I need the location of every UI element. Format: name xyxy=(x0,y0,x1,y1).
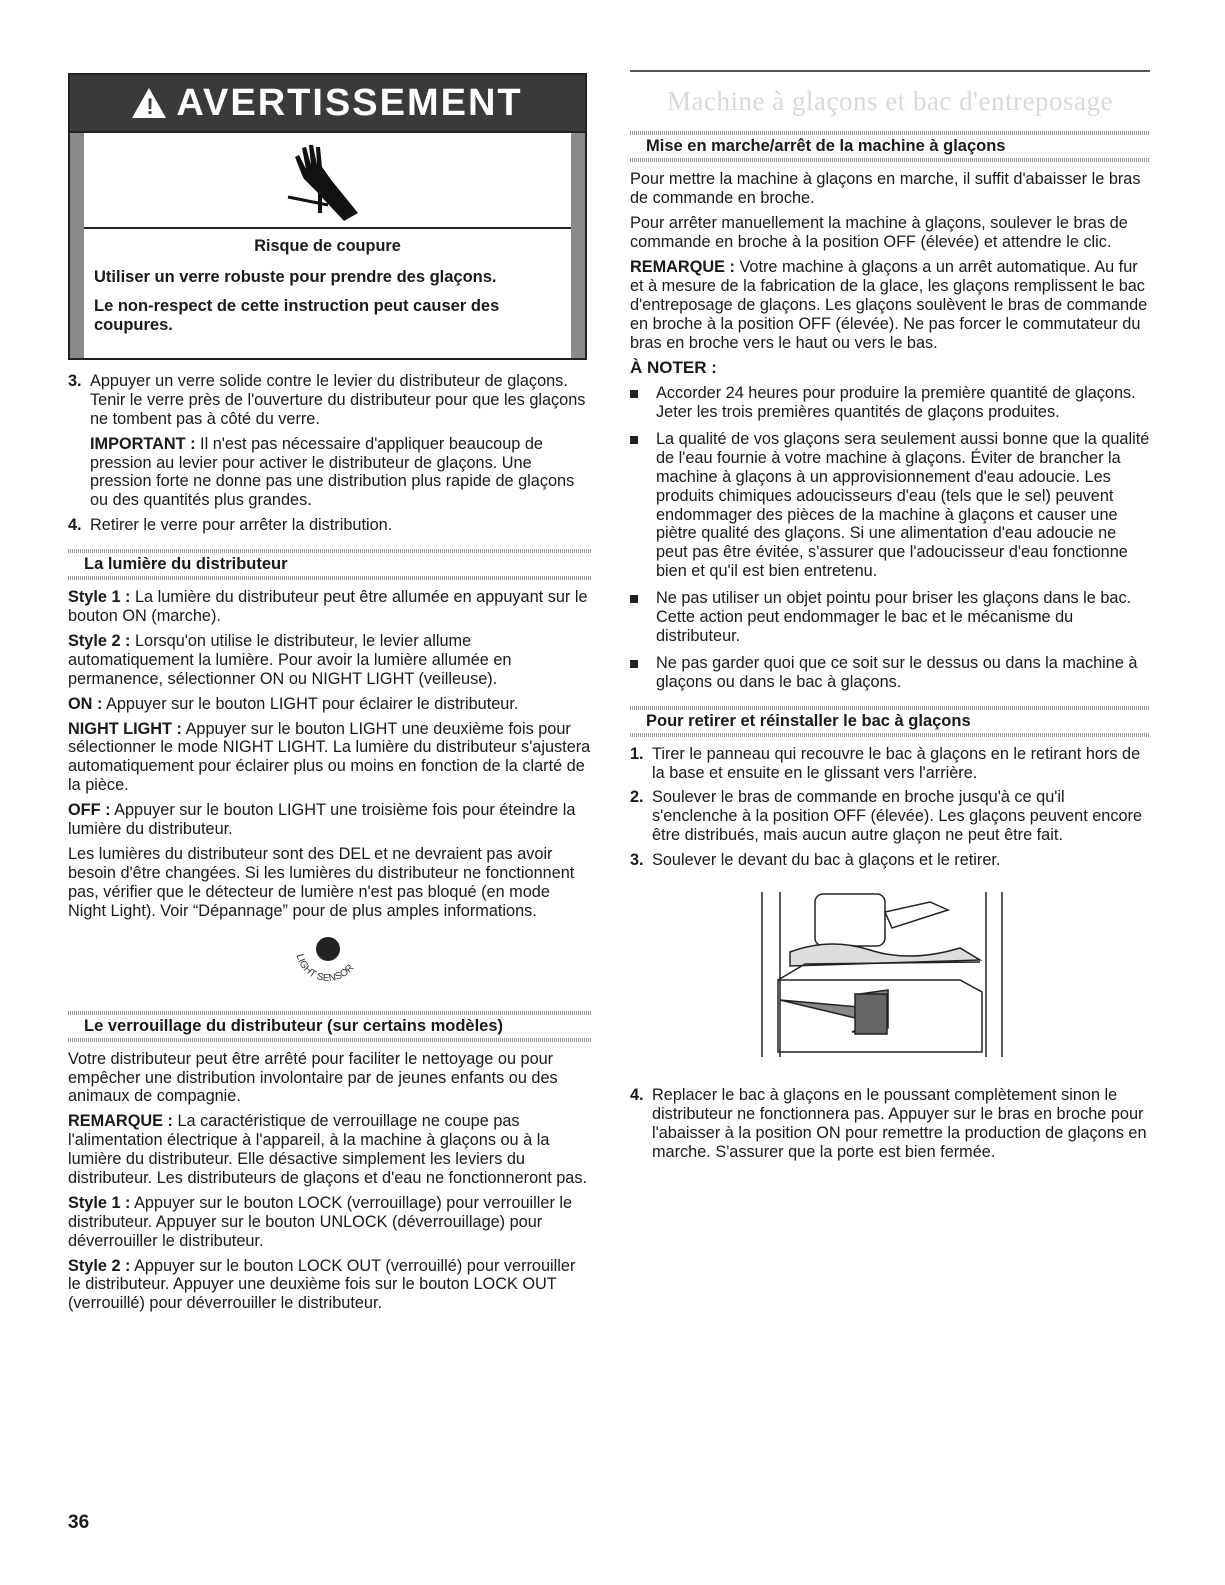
bin-step-4-number: 4. xyxy=(630,1086,644,1104)
lock-remarque-paragraph xyxy=(68,1112,592,1188)
right-remarque-paragraph xyxy=(630,258,1150,352)
on-text: Appuyer sur le bouton LIGHT pour éclairer le distributeur. xyxy=(102,694,519,713)
ice-bin-drawing xyxy=(630,882,1150,1072)
warning-box xyxy=(68,73,587,360)
night-light-label: NIGHT LIGHT : xyxy=(68,719,182,738)
bullet-text: La qualité de vos glaçons sera seulement aussi bonne que la qualité de l'eau fournie à votre machine à glaçons. Éviter de brancher la machine à glaçons à un approvisionnement d'eau adoucie. Les produits chimiques adoucisseurs d'eau (tels que le sel) peuvent endommager des pièces de la machine à glaçons et causer une piètre qualité des glaçons. Si une alimentation d'eau adoucie ne peut pas être évitée, s'assurer que l'adoucisseur d'eau fonctionne bien et qu'il est bien entretenu. xyxy=(656,429,1150,581)
step-4-text: Retirer le verre pour arrêter la distribution. xyxy=(90,516,393,535)
bin-heading: Pour retirer et réinstaller le bac à glaçons xyxy=(630,706,1150,737)
light-sensor-icon xyxy=(68,927,592,1007)
bin-step-3-text: Soulever le devant du bac à glaçons et le retirer. xyxy=(652,851,1001,870)
warning-title: AVERTISSEMENT xyxy=(176,81,523,124)
bin-step-1-number: 1. xyxy=(630,744,644,763)
lock-style1-text: Appuyer sur le bouton LOCK (verrouillage) pour verrouiller le distributeur. Appuyer sur le bouton UNLOCK (déverrouillage) pour déverrouiller le distributeur. xyxy=(68,1193,573,1250)
warning-triangle-icon: ! xyxy=(132,88,166,118)
style2-label: Style 2 : xyxy=(68,632,131,651)
cut-hand-icon xyxy=(84,133,575,227)
bin-step-2 xyxy=(630,788,1150,845)
warning-line-1: Utiliser un verre robuste pour prendre des glaçons. xyxy=(94,267,497,286)
off-text: Appuyer sur le bouton LIGHT une troisième fois pour éteindre la lumière du distributeur. xyxy=(68,801,576,839)
warning-hazard: Risque de coupure xyxy=(254,237,401,255)
section-title: Machine à glaçons et bac d'entreposage xyxy=(630,70,1150,129)
lock-style2-paragraph xyxy=(68,1257,592,1314)
lock-remarque-text: La caractéristique de verrouillage ne coupe pas l'alimentation électrique à l'appareil, à la machine à glaçons ou à la lumière du distributeur. Elle désactive simplement les leviers du distributeur. Les distributeurs de glaçons et d'eau ne fonctionneront pas. xyxy=(68,1112,588,1187)
bullet-text: Ne pas garder quoi que ce soit sur le dessus ou dans la machine à glaçons ou dans le bac à glaçons. xyxy=(656,653,1138,691)
step-4-number: 4. xyxy=(68,516,82,535)
onoff-heading: Mise en marche/arrêt de la machine à glaçons xyxy=(630,131,1150,162)
warning-line-2: Le non-respect de cette instruction peut causer des coupures. xyxy=(94,297,500,335)
lock-style2-label: Style 2 : xyxy=(68,1256,131,1275)
bullet-square-icon xyxy=(630,589,656,646)
noter-heading: À NOTER : xyxy=(630,358,717,378)
step-3-number: 3. xyxy=(68,372,82,390)
on-label: ON : xyxy=(68,694,103,713)
bullet-item xyxy=(630,430,1150,581)
ice-bin-illustration xyxy=(630,882,1150,1072)
style1-label: Style 1 : xyxy=(68,588,131,607)
bullet-item xyxy=(630,384,1150,422)
right-remarque-label: REMARQUE : xyxy=(630,258,735,276)
light-sensor-illustration xyxy=(68,927,592,1007)
important-note xyxy=(68,435,592,511)
lock-remarque-label: REMARQUE : xyxy=(68,1112,173,1131)
onoff-paragraph-1: Pour mettre la machine à glaçons en marche, il suffit d'abaisser le bras de commande en broche. xyxy=(630,170,1141,208)
cut-hazard-illustration xyxy=(84,133,571,229)
lock-style1-paragraph xyxy=(68,1194,592,1251)
off-paragraph xyxy=(68,801,592,839)
bin-step-2-text: Soulever le bras de commande en broche jusqu'à ce qu'il s'enclenche à la position OFF (élevée). Les glaçons peuvent encore être distribués, mais aucun autre glaçon ne peut être fait. xyxy=(652,788,1143,845)
bin-step-3 xyxy=(630,851,1150,870)
lock-heading: Le verrouillage du distributeur (sur certains modèles) xyxy=(68,1011,592,1042)
lock-style1-label: Style 1 : xyxy=(68,1193,131,1212)
sensor-label: LIGHT SENSOR xyxy=(293,952,357,984)
bullet-square-icon xyxy=(630,430,656,581)
page-number: 36 xyxy=(68,1512,90,1533)
leds-paragraph: Les lumières du distributeur sont des DEL et ne devraient pas avoir besoin d'être changées. Si les lumières du distributeur ne fonctionnent pas, vérifier que le détecteur de lumière n'est pas bloqué (en mode Night Light). Voir “Dépannage” pour de plus amples informations. xyxy=(68,844,575,920)
night-light-paragraph xyxy=(68,720,592,796)
onoff-paragraph-2: Pour arrêter manuellement la machine à glaçons, soulever le bras de commande en broche à la position OFF (élevée) et attendre le clic. xyxy=(630,214,1128,252)
step-4 xyxy=(68,516,592,535)
step-3 xyxy=(68,372,592,429)
light-heading: La lumière du distributeur xyxy=(68,549,592,580)
bin-step-2-number: 2. xyxy=(630,788,644,807)
important-text: Il n'est pas nécessaire d'appliquer beaucoup de pression au levier pour activer le distributeur de glaçons. Une pression forte ne donne pas une distribution plus rapide de glaçons ou des quantités plus grandes. xyxy=(90,434,575,510)
bullet-item xyxy=(630,654,1150,692)
off-label: OFF : xyxy=(68,801,111,820)
bin-step-1 xyxy=(630,745,1150,783)
lock-style2-text: Appuyer sur le bouton LOCK OUT (verrouillé) pour verrouiller le distributeur. Appuyer une deuxième fois sur le bouton LOCK OUT (verrouillé) pour déverrouiller le distributeur. xyxy=(68,1256,576,1313)
warning-body xyxy=(70,229,585,335)
lock-intro: Votre distributeur peut être arrêté pour faciliter le nettoyage ou pour empêcher une distribution involontaire par de jeunes enfants ou des animaux de compagnie. xyxy=(68,1049,558,1106)
left-column xyxy=(68,372,592,1319)
step-3-text: Appuyer un verre solide contre le levier du distributeur de glaçons. Tenir le verre près de l'ouverture du distributeur pour que les glaçons ne tombent pas à côté du verre. xyxy=(90,372,586,428)
right-remarque-text: Votre machine à glaçons a un arrêt automatique. Au fur et à mesure de la fabrication de la glace, les glaçons remplissent le bac d'entreposage de glaçons. Les glaçons soulèvent le bras de commande en broche à la position OFF (élevée). Ne pas forcer le commutateur du bras en broche vers le haut ou vers le bas. xyxy=(630,258,1148,352)
on-paragraph xyxy=(68,695,592,714)
bullet-text: Ne pas utiliser un objet pointu pour briser les glaçons dans le bac. Cette action peut endommager le bac et le mécanisme du distributeur. xyxy=(656,589,1132,645)
bullet-square-icon xyxy=(630,384,656,422)
warning-header xyxy=(70,75,585,133)
style2-paragraph xyxy=(68,632,592,689)
style2-text: Lorsqu'on utilise le distributeur, le levier allume automatiquement la lumière. Pour avoir la lumière allumée en permanence, sélectionner ON ou NIGHT LIGHT (veilleuse). xyxy=(68,632,512,688)
bin-step-1-text: Tirer le panneau qui recouvre le bac à glaçons en le retirant hors de la base et ensuite en le glissant vers l'arrière. xyxy=(652,744,1141,782)
right-column xyxy=(630,70,1150,1168)
important-label: IMPORTANT : xyxy=(90,434,196,453)
bin-step-4-text: Replacer le bac à glaçons en le poussant complètement sinon le distributeur ne fonctionnera pas. Appuyer sur le bras en broche pour l'abaisser à la position ON pour remettre la production de glaçons en marche. S'assurer que la porte est bien fermée. xyxy=(652,1086,1147,1161)
style1-text: La lumière du distributeur peut être allumée en appuyant sur le bouton ON (marche). xyxy=(68,588,588,626)
bin-step-4 xyxy=(630,1086,1150,1162)
bullet-item xyxy=(630,589,1150,646)
warning-side-bar-left xyxy=(70,133,84,358)
bullet-square-icon xyxy=(630,654,656,692)
style1-paragraph xyxy=(68,588,592,626)
night-light-text: Appuyer sur le bouton LIGHT une deuxième fois pour sélectionner le mode NIGHT LIGHT. La lumière du distributeur s'ajustera automatiquement pour éclairer plus ou moins en fonction de la clarté de la pièce. xyxy=(68,719,591,795)
bullet-text: Accorder 24 heures pour produire la première quantité de glaçons. Jeter les trois premières quantités de glaçons produites. xyxy=(656,384,1136,422)
bin-step-3-number: 3. xyxy=(630,851,644,870)
